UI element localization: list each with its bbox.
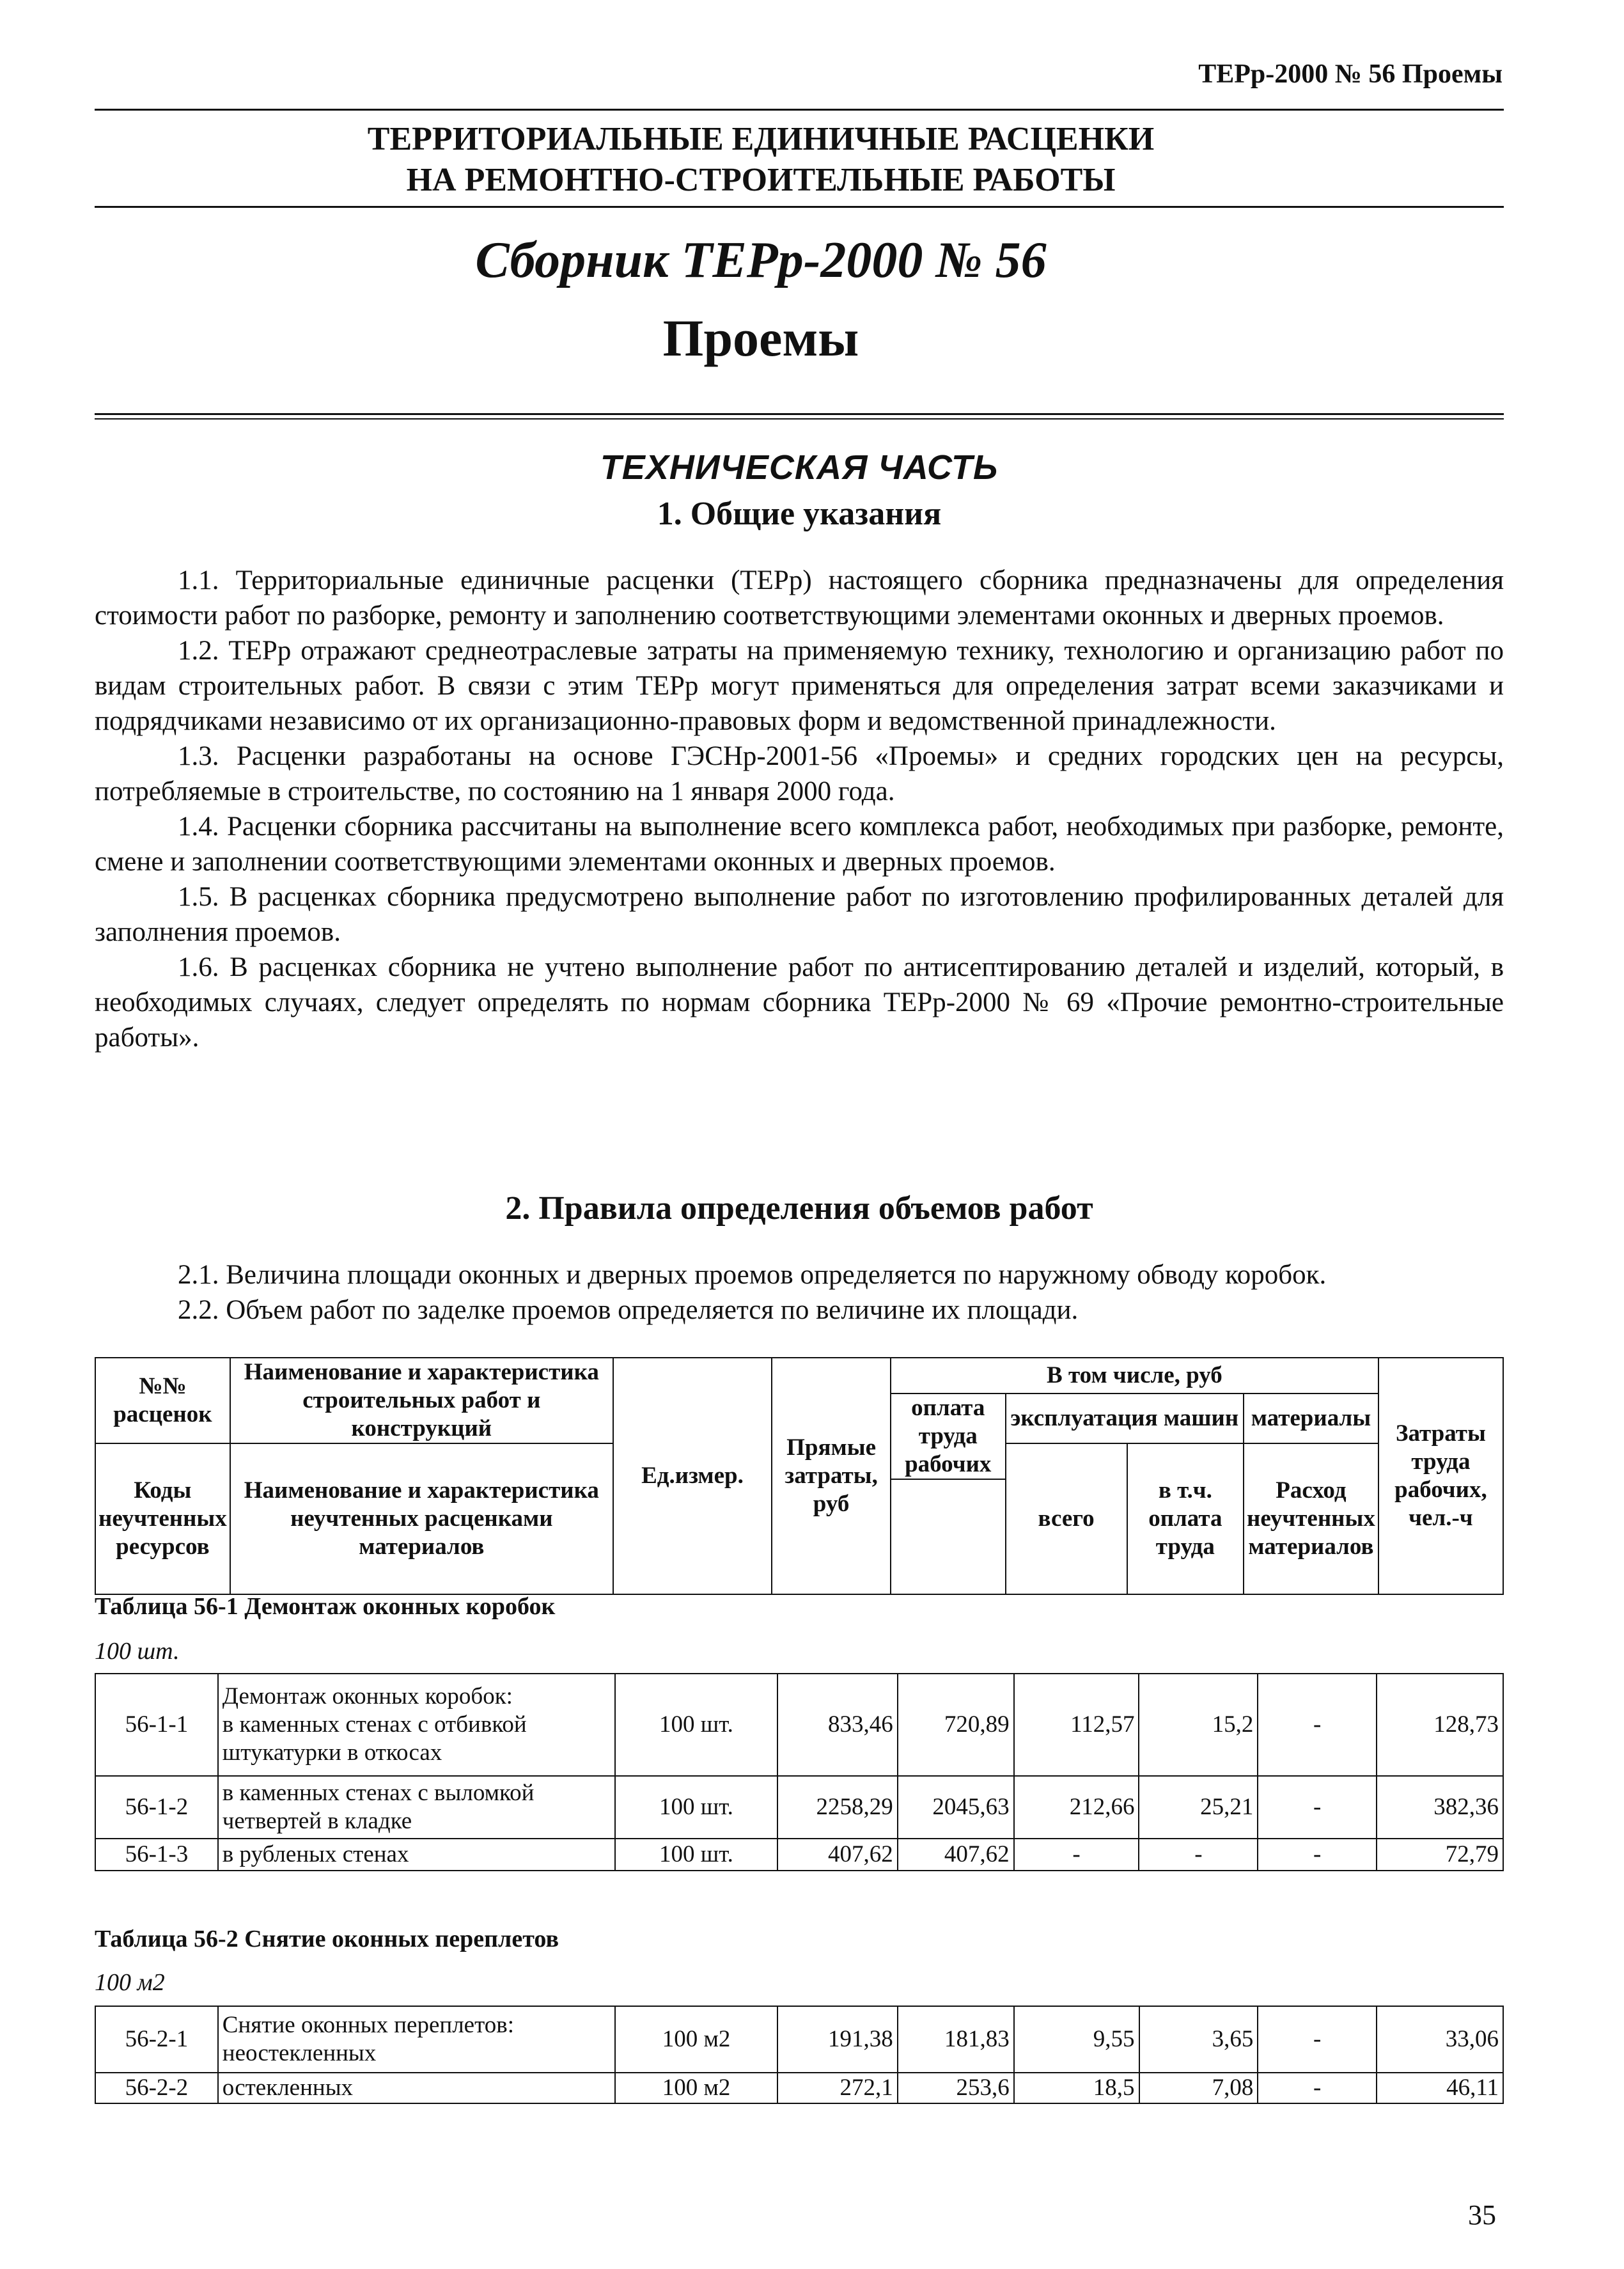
header-incl: В том числе, руб: [891, 1358, 1378, 1394]
table-row: [95, 2073, 1503, 2103]
work-name: в рубленых стенах: [218, 1839, 615, 1871]
general-heading: 1. Общие указания: [657, 496, 942, 532]
unit-cell: 100 м2: [615, 2073, 777, 2103]
header-res-name: Наименование и характеристика неучтенных расценками материалов: [230, 1443, 613, 1594]
materials: -: [1258, 1776, 1377, 1839]
collection-title: Сборник ТЕРр-2000 № 56: [475, 232, 1047, 288]
table-56-1: [95, 1673, 1504, 1871]
table-row: [95, 1674, 1503, 1776]
machine-pay: 3,65: [1139, 2006, 1258, 2073]
rules-text: [95, 1257, 1504, 1328]
table-2-unit: 100 м2: [95, 1969, 165, 1996]
labor-pay: 407,62: [898, 1839, 1014, 1871]
rule-double-2: [95, 418, 1504, 420]
paragraph-1-6: 1.6. В расценках сборника не учтено выполнение работ по антисептированию деталей и изделий, который, в необходимых случаях, следует определять по нормам сборника ТЕРр-2000 № 69 «Прочие ремонтно-строительные работы».: [95, 952, 1504, 1053]
materials: -: [1258, 1839, 1377, 1871]
rate-code: 56-2-1: [95, 2006, 218, 2073]
section-name: Проемы: [662, 309, 859, 367]
labor-hours: 46,11: [1377, 2073, 1503, 2103]
table-row: [95, 1839, 1503, 1871]
table-row: [95, 1776, 1503, 1839]
unit-cell: 100 шт.: [615, 1839, 777, 1871]
machine-pay: 25,21: [1139, 1776, 1258, 1839]
paragraph-1-4: 1.4. Расценки сборника рассчитаны на выполнение всего комплекса работ, необходимых при разборке, ремонте, смене и заполнении соответствующими элементами оконных и дверных проемов.: [95, 812, 1504, 877]
work-name-line-1: Снятие оконных переплетов: неостекленных: [222, 2012, 515, 2066]
main-title-line-2: НА РЕМОНТНО-СТРОИТЕЛЬНЫЕ РАБОТЫ: [406, 162, 1116, 198]
paragraph-1-1: 1.1. Территориальные единичные расценки (ТЕРр) настоящего сборника предназначены для определения стоимости работ по разборке, ремонту и заполнению соответствующими элементами оконных и дверных проемов.: [95, 565, 1504, 631]
header-unit: Ед.измер.: [613, 1358, 772, 1594]
paragraph-2-2: 2.2. Объем работ по заделке проемов определяется по величине их площади.: [178, 1295, 1079, 1325]
materials: -: [1258, 2006, 1377, 2073]
rate-code: 56-1-2: [95, 1776, 218, 1839]
materials: -: [1258, 1674, 1377, 1776]
rule-title: [95, 206, 1504, 208]
main-title-line-1: ТЕРРИТОРИАЛЬНЫЕ ЕДИНИЧНЫЕ РАСЦЕНКИ: [367, 121, 1155, 157]
header-machines: эксплуатация машин: [1006, 1394, 1244, 1443]
header-code: №№ расценок: [95, 1358, 230, 1443]
header-labor-pay-cont: [891, 1479, 1006, 1594]
direct-cost: 833,46: [777, 1674, 898, 1776]
header-res-code: Коды неучтенных ресурсов: [95, 1443, 230, 1594]
machine-total: 212,66: [1014, 1776, 1139, 1839]
direct-cost: 2258,29: [777, 1776, 898, 1839]
rules-heading: 2. Правила определения объемов работ: [505, 1190, 1093, 1227]
table-56-2: [95, 2006, 1504, 2104]
machine-total: 112,57: [1014, 1674, 1139, 1776]
rule-double-1: [95, 413, 1504, 415]
labor-pay: 181,83: [898, 2006, 1014, 2073]
labor-hours: 128,73: [1377, 1674, 1503, 1776]
paragraph-1-2: 1.2. ТЕРр отражают среднеотраслевые затраты на применяемую технику, технологию и организацию работ по видам строительных работ. В связи с этим ТЕРр могут применяться для определения затрат всеми заказчиками и подрядчиками независимо от их организационно-правовых форм и ведомственной принадлежности.: [95, 636, 1504, 736]
labor-hours: 72,79: [1377, 1839, 1503, 1871]
labor-pay: 2045,63: [898, 1776, 1014, 1839]
direct-cost: 272,1: [777, 2073, 898, 2103]
main-title: [95, 119, 1504, 201]
direct-cost: 407,62: [777, 1839, 898, 1871]
machine-total: 9,55: [1014, 2006, 1139, 2073]
labor-hours: 33,06: [1377, 2006, 1503, 2073]
work-name-line-1: Демонтаж оконных коробок: в каменных стенах с отбивкой штукатурки в откосах: [222, 1683, 527, 1766]
table-header: [95, 1357, 1504, 1595]
machine-pay: 7,08: [1139, 2073, 1258, 2103]
general-provisions: [95, 563, 1504, 1055]
header-incl-pay: в т.ч. оплата труда: [1127, 1443, 1244, 1594]
work-name: в каменных стенах с выломкой четвертей в кладке: [218, 1776, 615, 1839]
paragraph-1-3: 1.3. Расценки разработаны на основе ГЭСНр-2001-56 «Проемы» и средних городских цен на ресурсы, потребляемые в строительстве, по состоянию на 1 января 2000 года.: [95, 741, 1504, 806]
header-name: Наименование и характеристика строительных работ и конструкций: [230, 1358, 613, 1443]
machine-total: -: [1014, 1839, 1139, 1871]
header-labor: Затраты труда рабочих, чел.-ч: [1378, 1358, 1503, 1594]
direct-cost: 191,38: [777, 2006, 898, 2073]
unit-cell: 100 шт.: [615, 1674, 777, 1776]
rate-code: 56-1-1: [95, 1674, 218, 1776]
rate-code: 56-1-3: [95, 1839, 218, 1871]
table-row: [95, 2006, 1503, 2073]
header-res-qty: Расход неучтенных материалов: [1244, 1443, 1378, 1594]
work-name: [218, 1674, 615, 1776]
machine-pay: 15,2: [1139, 1674, 1258, 1776]
rate-code: 56-2-2: [95, 2073, 218, 2103]
labor-pay: 253,6: [898, 2073, 1014, 2103]
table-1-unit: 100 шт.: [95, 1638, 180, 1665]
paragraph-1-5: 1.5. В расценках сборника предусмотрено выполнение работ по изготовлению профилированных деталей для заполнения проемов.: [95, 882, 1504, 947]
unit-cell: 100 шт.: [615, 1776, 777, 1839]
machine-total: 18,5: [1014, 2073, 1139, 2103]
rule-top: [95, 109, 1504, 111]
labor-hours: 382,36: [1377, 1776, 1503, 1839]
table-2-caption: Таблица 56-2 Снятие оконных переплетов: [95, 1926, 559, 1952]
header-materials: материалы: [1244, 1394, 1378, 1443]
unit-cell: 100 м2: [615, 2006, 777, 2073]
technical-part-heading: ТЕХНИЧЕСКАЯ ЧАСТЬ: [600, 448, 999, 487]
running-head: ТЕРр-2000 № 56 Проемы: [1198, 59, 1503, 89]
page-number: 35: [1468, 2199, 1496, 2231]
machine-pay: -: [1139, 1839, 1258, 1871]
labor-pay: 720,89: [898, 1674, 1014, 1776]
paragraph-2-1: 2.1. Величина площади оконных и дверных проемов определяется по наружному обводу коробок.: [178, 1260, 1327, 1290]
header-labor-pay: оплата труда рабочих: [891, 1394, 1006, 1479]
work-name: [218, 2006, 615, 2073]
work-name: остекленных: [218, 2073, 615, 2103]
header-total: всего: [1006, 1443, 1127, 1594]
materials: -: [1258, 2073, 1377, 2103]
table-1-caption: Таблица 56-1 Демонтаж оконных коробок: [95, 1593, 556, 1620]
header-direct: Прямые затраты, руб: [772, 1358, 891, 1594]
